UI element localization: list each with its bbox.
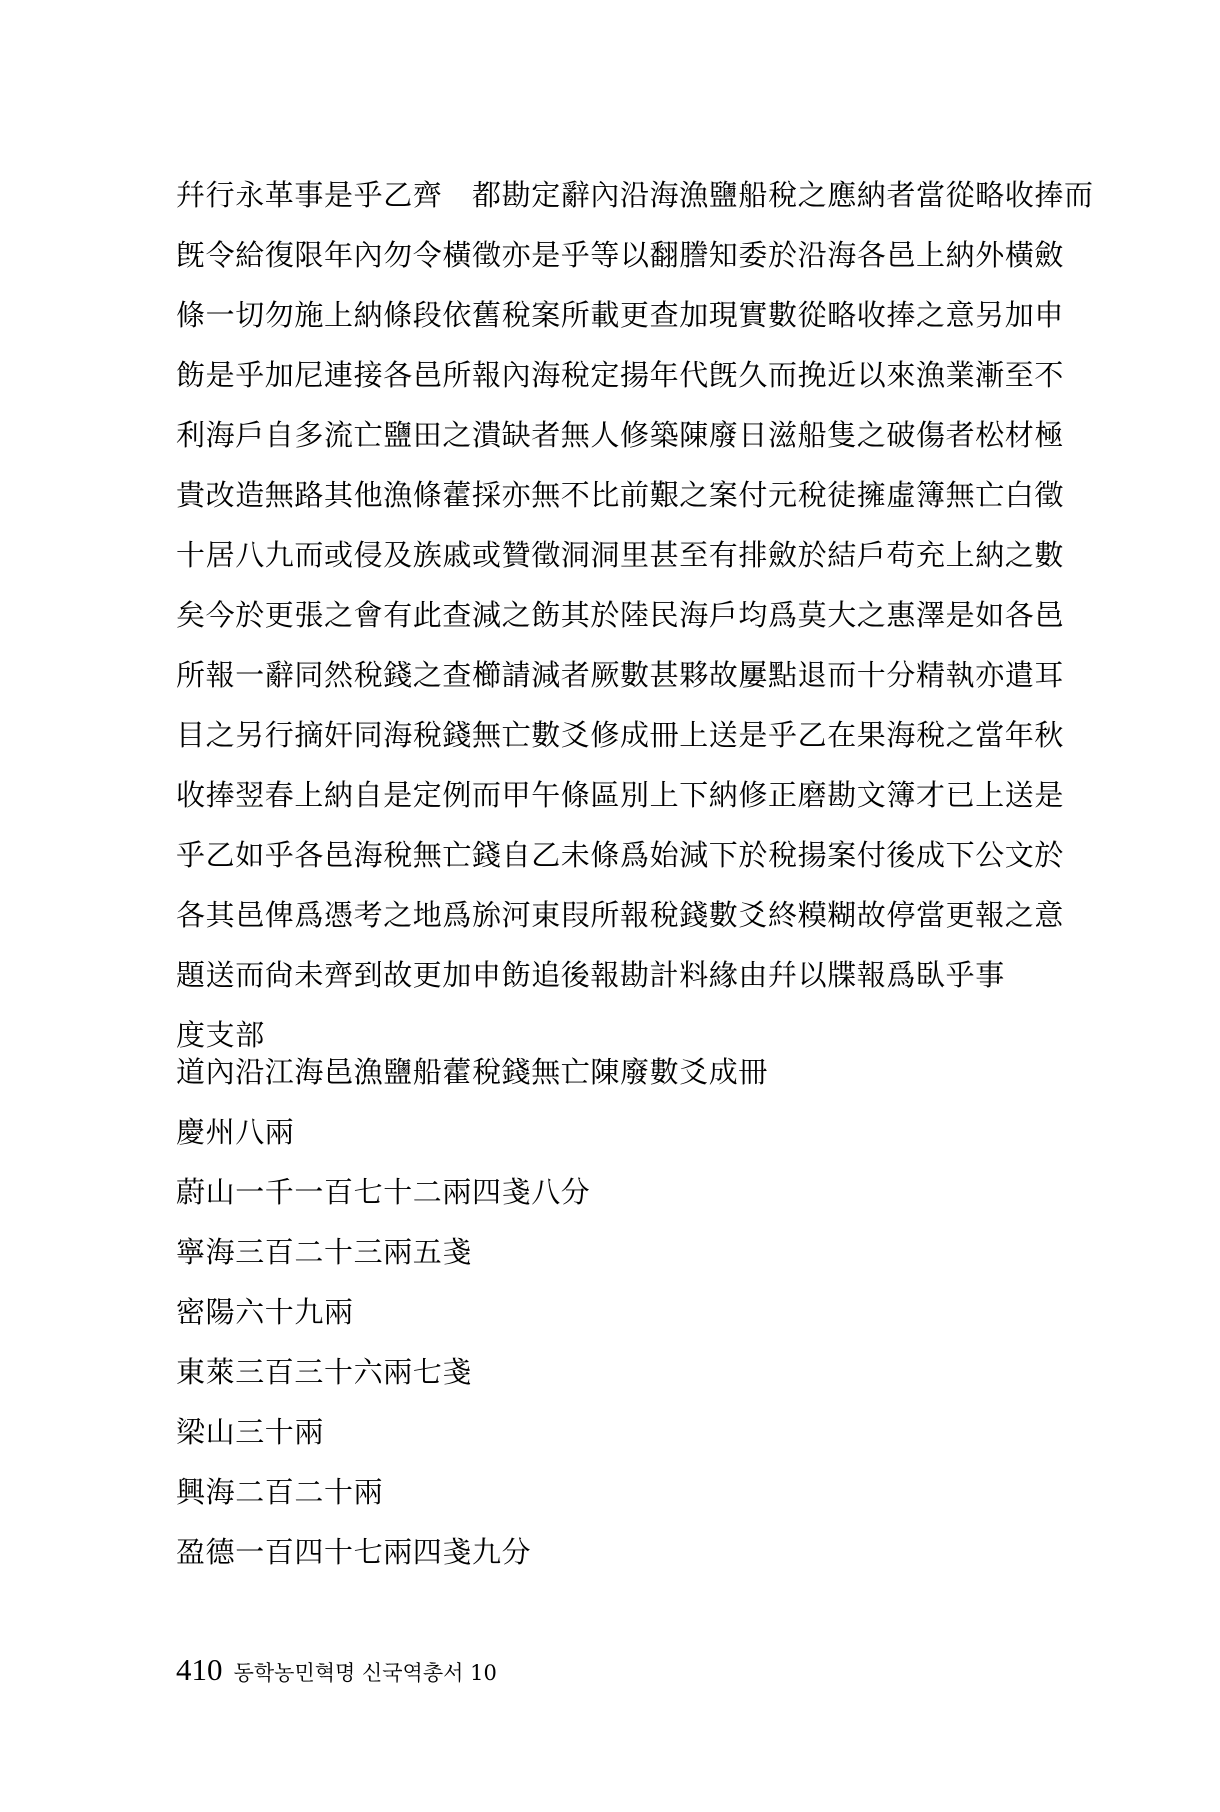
addressee-line: 度支部 [176,1018,265,1052]
list-item: 密陽六十九兩 [176,1295,354,1329]
list-item: 興海二百二十兩 [176,1475,384,1509]
body-line: 幷行永革事是乎乙齊 都勘定辭內沿海漁鹽船稅之應納者當從略收捧而 [176,178,1094,212]
body-line: 目之另行摘奸同海稅錢無亡數爻修成冊上送是乎乙在果海稅之當年秋 [176,718,1065,752]
body-line: 矣今於更張之會有此查減之飭其於陸民海戶均爲莫大之惠澤是如各邑 [176,598,1065,632]
tax-register-list [176,1042,1056,1582]
body-line: 旣令給復限年內勿令橫徵亦是乎等以翻謄知委於沿海各邑上納外橫斂 [176,238,1065,272]
body-line: 題送而尙未齊到故更加申飭追後報勘計料緣由幷以牒報爲臥乎事 [176,958,1005,992]
list-item: 梁山三十兩 [176,1415,325,1449]
list-item: 慶州八兩 [176,1115,295,1149]
body-line: 乎乙如乎各邑海稅無亡錢自乙未條爲始減下於稅揚案付後成下公文於 [176,838,1065,872]
body-line: 各其邑俾爲憑考之地爲旀河東叚所報稅錢數爻終糢糊故停當更報之意 [176,898,1065,932]
page-footer [176,1652,497,1688]
body-text [176,165,1094,1065]
page-number: 410 [176,1652,223,1687]
body-line: 十居八九而或侵及族戚或贊徵洞洞里甚至有排斂於結戶苟充上納之數 [176,538,1065,572]
list-item: 寧海三百二十三兩五戔 [176,1235,473,1269]
body-line: 飭是乎加尼連接各邑所報內海稅定揚年代旣久而挽近以來漁業漸至不 [176,358,1065,392]
body-line: 所報一辭同然稅錢之查櫛請減者厥數甚夥故屢點退而十分精執亦遣耳 [176,658,1065,692]
body-line: 貴改造無路其他漁條藿採亦無不比前艱之案付元稅徒擁虛簿無亡白徵 [176,478,1065,512]
body-line: 收捧翌春上納自是定例而甲午條區別上下納修正磨勘文簿才已上送是 [176,778,1065,812]
book-title: 동학농민혁명 신국역총서 10 [233,1661,497,1685]
list-item: 東萊三百三十六兩七戔 [176,1355,473,1389]
list-heading: 道內沿江海邑漁鹽船藿稅錢無亡陳廢數爻成冊 [176,1055,769,1089]
list-item: 盈德一百四十七兩四戔九分 [176,1535,532,1569]
body-line: 條一切勿施上納條段依舊稅案所載更查加現實數從略收捧之意另加申 [176,298,1065,332]
body-line: 利海戶自多流亡鹽田之潰缺者無人修築陳廢日滋船隻之破傷者松材極 [176,418,1065,452]
list-item: 蔚山一千一百七十二兩四戔八分 [176,1175,591,1209]
